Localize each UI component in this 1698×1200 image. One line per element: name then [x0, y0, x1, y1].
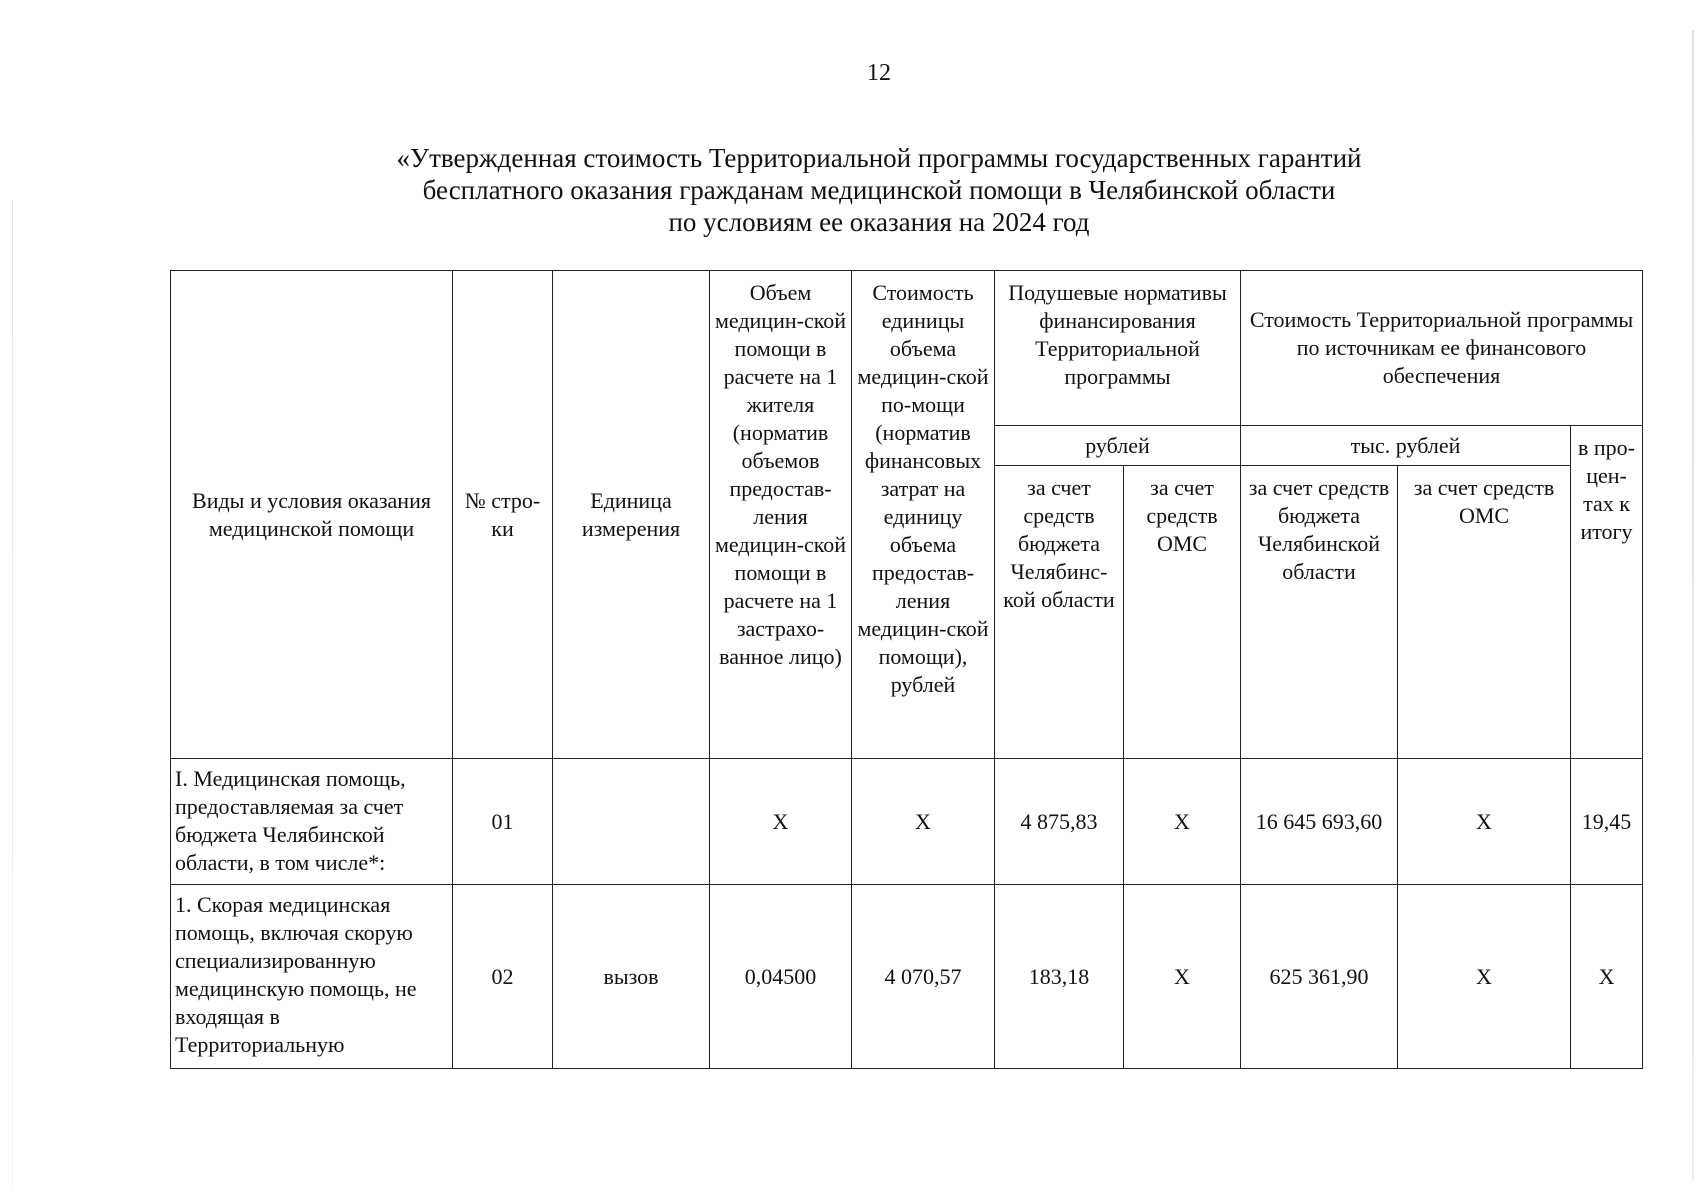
table-row [171, 885, 1643, 1069]
row-per-capita-oms: X [1124, 885, 1241, 1069]
table-row [171, 759, 1643, 885]
header-unit-cost: Стоимость единицы объема медицин-ской по-мощи (норматив финансовых затрат на единицу объема предостав-ления медицин-ской помощи), рублей [852, 271, 995, 759]
row-unit [553, 759, 710, 885]
header-unit: Единица измерения [553, 271, 710, 759]
row-percent: 19,45 [1571, 759, 1643, 885]
cost-table [170, 270, 1643, 1069]
document-title [0, 142, 1698, 238]
row-per-capita-budget: 4 875,83 [995, 759, 1124, 885]
header-row-number: № стро-ки [453, 271, 553, 759]
row-name: I. Медицинская помощь, предоставляемая за счет бюджета Челябинской области, в том числе*: [171, 759, 453, 885]
header-cost-group: Стоимость Территориальной программы по источникам ее финансового обеспечения [1241, 271, 1643, 426]
header-per-capita-budget: за счет средств бюджета Челябинс-кой области [995, 466, 1124, 759]
row-number: 02 [453, 885, 553, 1069]
row-number: 01 [453, 759, 553, 885]
header-volume: Объем медицин-ской помощи в расчете на 1 жителя (норматив объемов предостав-ления медицин-ской помощи в расчете на 1 застрахо-ванное лицо) [710, 271, 852, 759]
row-cost-oms: X [1398, 885, 1571, 1069]
row-unit-cost: 4 070,57 [852, 885, 995, 1069]
row-name: 1. Скорая медицинская помощь, включая скорую специализированную медицинскую помощь, не входящая в Территориальную [171, 885, 453, 1069]
header-rubles: рублей [995, 426, 1241, 466]
row-cost-budget: 625 361,90 [1241, 885, 1398, 1069]
header-kinds: Виды и условия оказания медицинской помощи [171, 271, 453, 759]
header-percent: в про-цен-тах к итогу [1571, 426, 1643, 759]
header-thousand-rubles: тыс. рублей [1241, 426, 1571, 466]
row-percent: X [1571, 885, 1643, 1069]
title-line-3: по условиям ее оказания на 2024 год [668, 207, 1090, 237]
header-cost-oms: за счет средств ОМС [1398, 466, 1571, 759]
row-per-capita-budget: 183,18 [995, 885, 1124, 1069]
row-volume: 0,04500 [710, 885, 852, 1069]
row-unit-cost: X [852, 759, 995, 885]
header-per-capita-group: Подушевые нормативы финансирования Территориальной программы [995, 271, 1241, 426]
page-number: 12 [867, 60, 891, 86]
row-per-capita-oms: X [1124, 759, 1241, 885]
scan-edge-left [12, 200, 13, 1190]
header-cost-budget: за счет средств бюджета Челябинской области [1241, 466, 1398, 759]
header-per-capita-oms: за счет средств ОМС [1124, 466, 1241, 759]
row-unit: вызов [553, 885, 710, 1069]
row-volume: X [710, 759, 852, 885]
row-cost-budget: 16 645 693,60 [1241, 759, 1398, 885]
title-line-1: «Утвержденная стоимость Территориальной программы государственных гарантий [396, 143, 1362, 173]
row-cost-oms: X [1398, 759, 1571, 885]
title-line-2: бесплатного оказания гражданам медицинской помощи в Челябинской области [422, 175, 1336, 205]
